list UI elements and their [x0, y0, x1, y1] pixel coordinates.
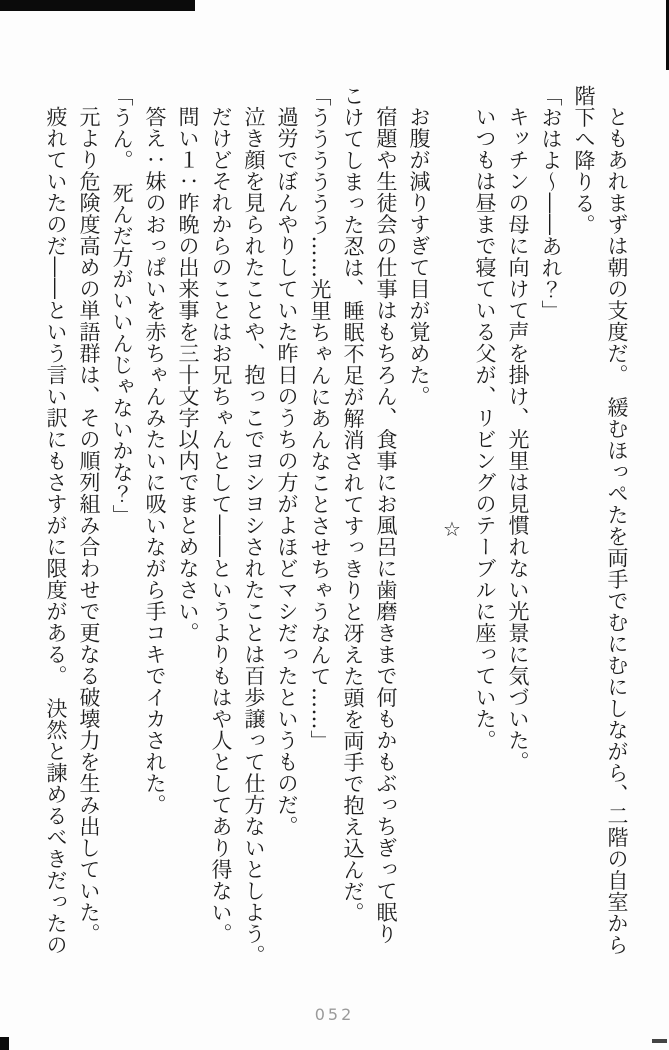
novel-text-block	[39, 85, 633, 973]
text-column-1: ともあれまずは朝の支度だ。 緩むほっぺたを両手でむにむにしながら、二階の自室から	[605, 106, 629, 956]
scene-break-star: ☆	[440, 516, 464, 542]
text-column-9: こけてしまった忍は、睡眠不足が解消されてすっきりと冴えた頭を両手で抱え込んだ。	[341, 85, 365, 924]
text-column-17: 元より危険度高めの単語群は、その順列組み合わせで更なる破壊力を生み出していた。	[77, 106, 101, 945]
text-column-4: キッチンの母に向けて声を掛け、光里は見慣れない光景に気づいた。	[506, 106, 530, 773]
page-number: 052	[314, 1005, 355, 1024]
text-column-10: 「うううううう……光里ちゃんにあんなことさせちゃうなんて……」	[308, 85, 332, 752]
text-column-11: 過労でぼんやりしていた昨日のうちの方がよほどマシだったというものだ。	[275, 106, 299, 837]
scan-artifact-bottom-left	[0, 1037, 9, 1050]
text-column-16: 「うん。 死んだ方がいいんじゃないかな？」	[110, 85, 134, 526]
text-column-12: 泣き顔を見られたことや、抱っこでヨシヨシされたことは百歩譲って仕方ないとしよう。	[242, 106, 266, 966]
text-column-8: 宿題や生徒会の仕事はもちろん、食事にお風呂に歯磨きまで何もかもぶっちぎって眠り	[374, 106, 398, 945]
text-column-14: 問い１：昨晩の出来事を三十文字以内でまとめなさい。	[176, 106, 200, 644]
text-column-7: お腹が減りすぎて目が覚めた。	[407, 106, 431, 407]
text-column-5: いつもは昼まで寝ている父が、リビングのテーブルに座っていた。	[473, 106, 497, 751]
text-column-15: 答え：妹のおっぱいを赤ちゃんみたいに吸いながら手コキでイカされた。	[143, 106, 167, 816]
text-column-3: 「おはよ～――あれ？」	[539, 85, 563, 322]
scan-artifact-top-bar	[0, 0, 195, 11]
text-column-18: 疲れていたのだ――という言い訳にもさすがに限度がある。 決然と諫めるべきだったの	[44, 106, 68, 956]
text-column-13: だけどそれからのことはお兄ちゃんとして――というよりもはや人としてあり得ない。	[209, 106, 233, 945]
text-column-2: 階下へ降りる。	[572, 85, 596, 236]
scan-artifact-bottom-right	[652, 1039, 667, 1043]
